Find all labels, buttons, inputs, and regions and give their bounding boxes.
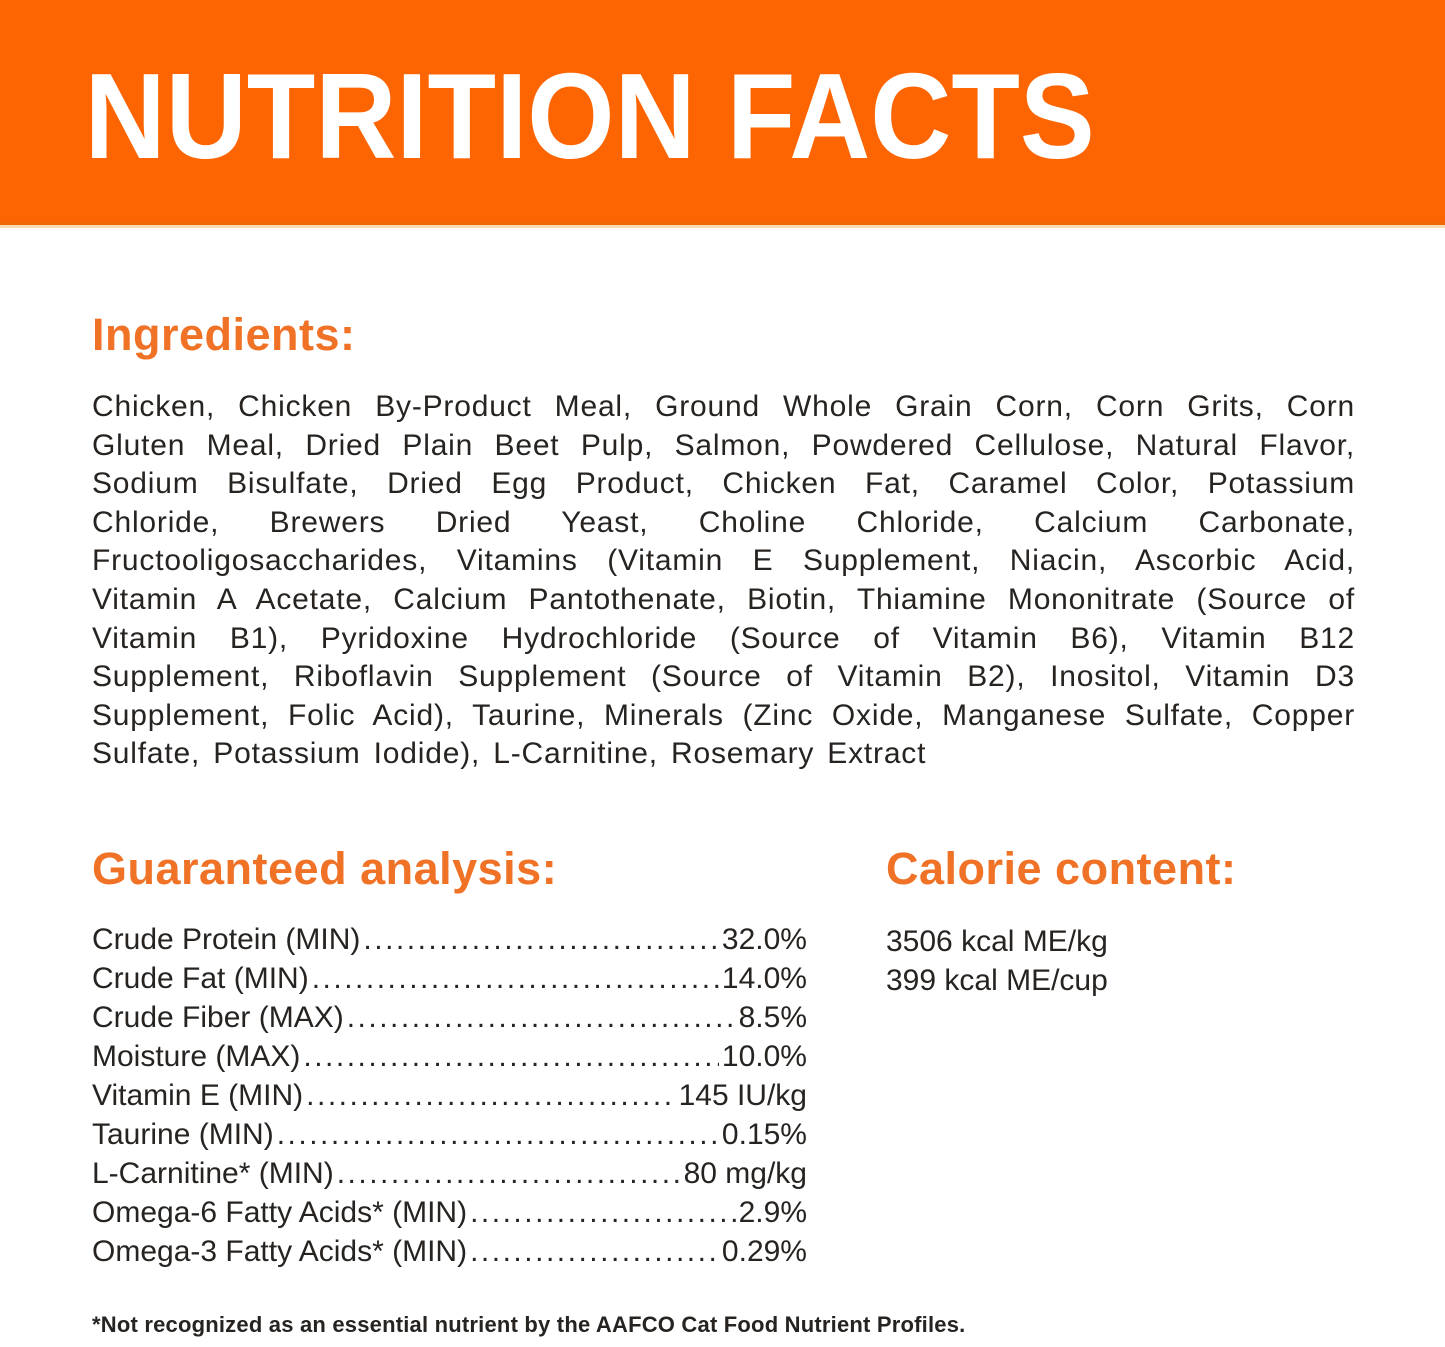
footnote: *Not recognized as an essential nutrient by the AAFCO Cat Food Nutrient Profiles. [92,1312,966,1337]
analysis-row-label: Crude Fat (MIN) [92,962,309,995]
ingredients-heading: Ingredients: [92,309,356,360]
dotted-leader [363,920,719,959]
analysis-row-value: 32.0% [721,923,807,956]
dotted-leader [470,1193,736,1232]
banner-bottom-edge [0,225,1445,228]
analysis-list [92,920,807,1271]
analysis-row-label: Vitamin E (MIN) [92,1079,304,1112]
calorie-line-kg: 3506 kcal ME/kg [886,925,1108,958]
analysis-row-label: Crude Fiber (MAX) [92,1001,344,1034]
dotted-leader [347,998,736,1037]
dotted-leader [337,1154,681,1193]
dotted-leader [303,1037,719,1076]
analysis-row-value: 2.9% [738,1196,807,1229]
guaranteed-analysis-heading: Guaranteed analysis: [92,843,558,894]
analysis-row-label: Omega-3 Fatty Acids* (MIN) [92,1235,468,1268]
calorie-content-section [886,842,1237,1000]
analysis-row [92,920,807,959]
dotted-leader [312,959,719,998]
calorie-content-heading: Calorie content: [886,843,1237,894]
analysis-row-value: 80 mg/kg [683,1157,807,1190]
ingredients-section [92,308,1355,774]
analysis-row [92,1037,807,1076]
dotted-leader [306,1076,675,1115]
analysis-row-value: 10.0% [721,1040,807,1073]
dotted-leader [470,1232,719,1271]
header-banner [0,0,1445,225]
ingredients-text: Chicken, Chicken By-Product Meal, Ground Whole Grain Corn, Corn Grits, Corn Gluten Meal, Dried Plain Beet Pulp, Salmon, Powdered Cellulose, Natural Flavor, Sodium Bisulfate, Dried Egg Product, Chicken Fat, Caramel Color, Potassium Chloride, Brewers Dried Yeast, Choline Chloride, Calcium Carbonate, Fructooligosaccharides, Vitamins (Vitamin E Supplement, Niacin, Ascorbic Acid, Vitamin A Acetate, Calcium Pantothenate, Biotin, Thiamine Mononitrate (Source of Vitamin B1), Pyridoxine Hydrochloride (Source of Vitamin B6), Vitamin B12 Supplement, Riboflavin Supplement (Source of Vitamin B2), Inositol, Vitamin D3 Supplement, Folic Acid), Taurine, Minerals (Zinc Oxide, Manganese Sulfate, Copper Sulfate, Potassium Iodide), L-Carnitine, Rosemary Extract [92,390,1355,771]
analysis-row [92,1193,807,1232]
analysis-row-label: Crude Protein (MIN) [92,923,361,956]
analysis-row [92,1076,807,1115]
guaranteed-analysis-section [92,842,807,1271]
dotted-leader [277,1115,719,1154]
analysis-row [92,1232,807,1271]
analysis-row-label: L-Carnitine* (MIN) [92,1157,334,1190]
analysis-row [92,998,807,1037]
analysis-row-value: 145 IU/kg [678,1079,807,1112]
analysis-row-label: Omega-6 Fatty Acids* (MIN) [92,1196,468,1229]
analysis-row [92,1115,807,1154]
analysis-row [92,959,807,998]
analysis-row-value: 8.5% [738,1001,807,1034]
analysis-row [92,1154,807,1193]
analysis-row-label: Taurine (MIN) [92,1118,274,1151]
calorie-lines [886,922,1237,1000]
analysis-row-value: 0.29% [721,1235,807,1268]
analysis-row-value: 0.15% [721,1118,807,1151]
analysis-row-value: 14.0% [721,962,807,995]
page-title: NUTRITION FACTS [84,48,1095,184]
calorie-line-cup: 399 kcal ME/cup [886,964,1108,997]
analysis-row-label: Moisture (MAX) [92,1040,301,1073]
